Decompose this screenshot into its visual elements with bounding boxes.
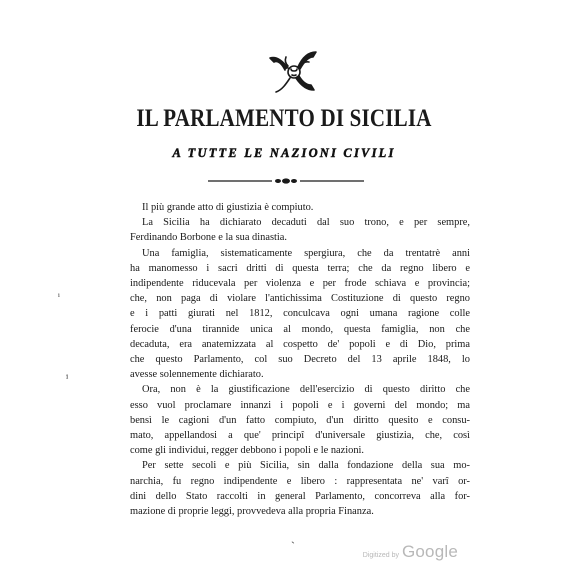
proclamation-body xyxy=(130,200,470,519)
text-line: che, non paga di violare l'antichissima Costituzione di questo regno xyxy=(130,293,470,305)
text-line: esso vuol proclamare innanzi i popoli e i governi del mondo; ma xyxy=(130,399,470,411)
divider-ornament-icon xyxy=(208,176,364,186)
text-line: ferocie d'una tirannide unica al mondo, questa famiglia, non che xyxy=(130,323,470,335)
text-line: come gli individui, regger debbono i popoli e le nazioni. xyxy=(130,445,365,457)
paragraph xyxy=(130,200,470,215)
text-line: avesse solennemente dichiarato. xyxy=(130,369,264,381)
paragraph xyxy=(130,382,470,458)
text-line: dini dello Stato raccolti in general Parlamento, concorreva alla for- xyxy=(130,490,470,502)
page-mark: ˎ xyxy=(291,530,295,544)
document-title: IL PARLAMENTO DI SICILIA xyxy=(136,103,432,133)
document-subtitle: A TUTTE LE NAZIONI CIVILI xyxy=(172,146,396,160)
text-line: Ora, non è la giustificazione dell'esercizio di questo diritto che xyxy=(142,384,470,396)
text-line: indipendente riducevala per violenza e per frode schiava e provincia; xyxy=(130,278,470,290)
text-line: bensì le cagioni d'un fatto compiuto, d'un diritto quesito e consu- xyxy=(130,414,470,426)
margin-mark: ⁱ xyxy=(66,373,69,385)
text-line: Ferdinando Borbone e la sua dinastia. xyxy=(130,232,287,244)
trinacria-icon xyxy=(268,48,320,94)
text-line: Il più grande atto di giustizia è compiuto. xyxy=(142,202,314,213)
text-line: Per sette secoli e più Sicilia, sin dalla fondazione della sua mo- xyxy=(142,460,470,472)
text-line: che questo Parlamento, col suo Decreto del 13 aprile 1848, lo xyxy=(130,354,470,366)
text-line: e i patti giurati nel 1812, conculcava ogni umana ragione colle xyxy=(130,308,470,320)
text-line: mazione di proprie leggi, provvedeva alla propria Finanza. xyxy=(130,506,374,518)
text-line: Una famiglia, sistematicamente spergiura, che da trentatrè anni xyxy=(142,247,470,259)
paragraph xyxy=(130,215,470,245)
paragraph xyxy=(130,246,470,383)
digitized-by-label: Digitized by xyxy=(362,552,399,559)
text-line: ha manomesso i sacri dritti di questa terra; che da regno libero e xyxy=(130,262,470,274)
text-line: decaduta, era anatemizzata al cospetto de' popoli e di Dio, prima xyxy=(130,338,470,350)
text-line: narchia, fu regno indipendente e libero : rappresentata ne' varî or- xyxy=(130,475,470,487)
text-line: mato, appellandosi a que' principî d'universale giustizia, che, così xyxy=(130,430,470,442)
digitized-by-google-watermark xyxy=(363,542,458,562)
margin-mark: ᵢ xyxy=(58,287,60,299)
google-logo-text: Google xyxy=(401,542,458,561)
text-line: La Sicilia ha dichiarato decaduti dal suo trono, e per sempre, xyxy=(142,217,470,229)
paragraph xyxy=(130,458,470,519)
